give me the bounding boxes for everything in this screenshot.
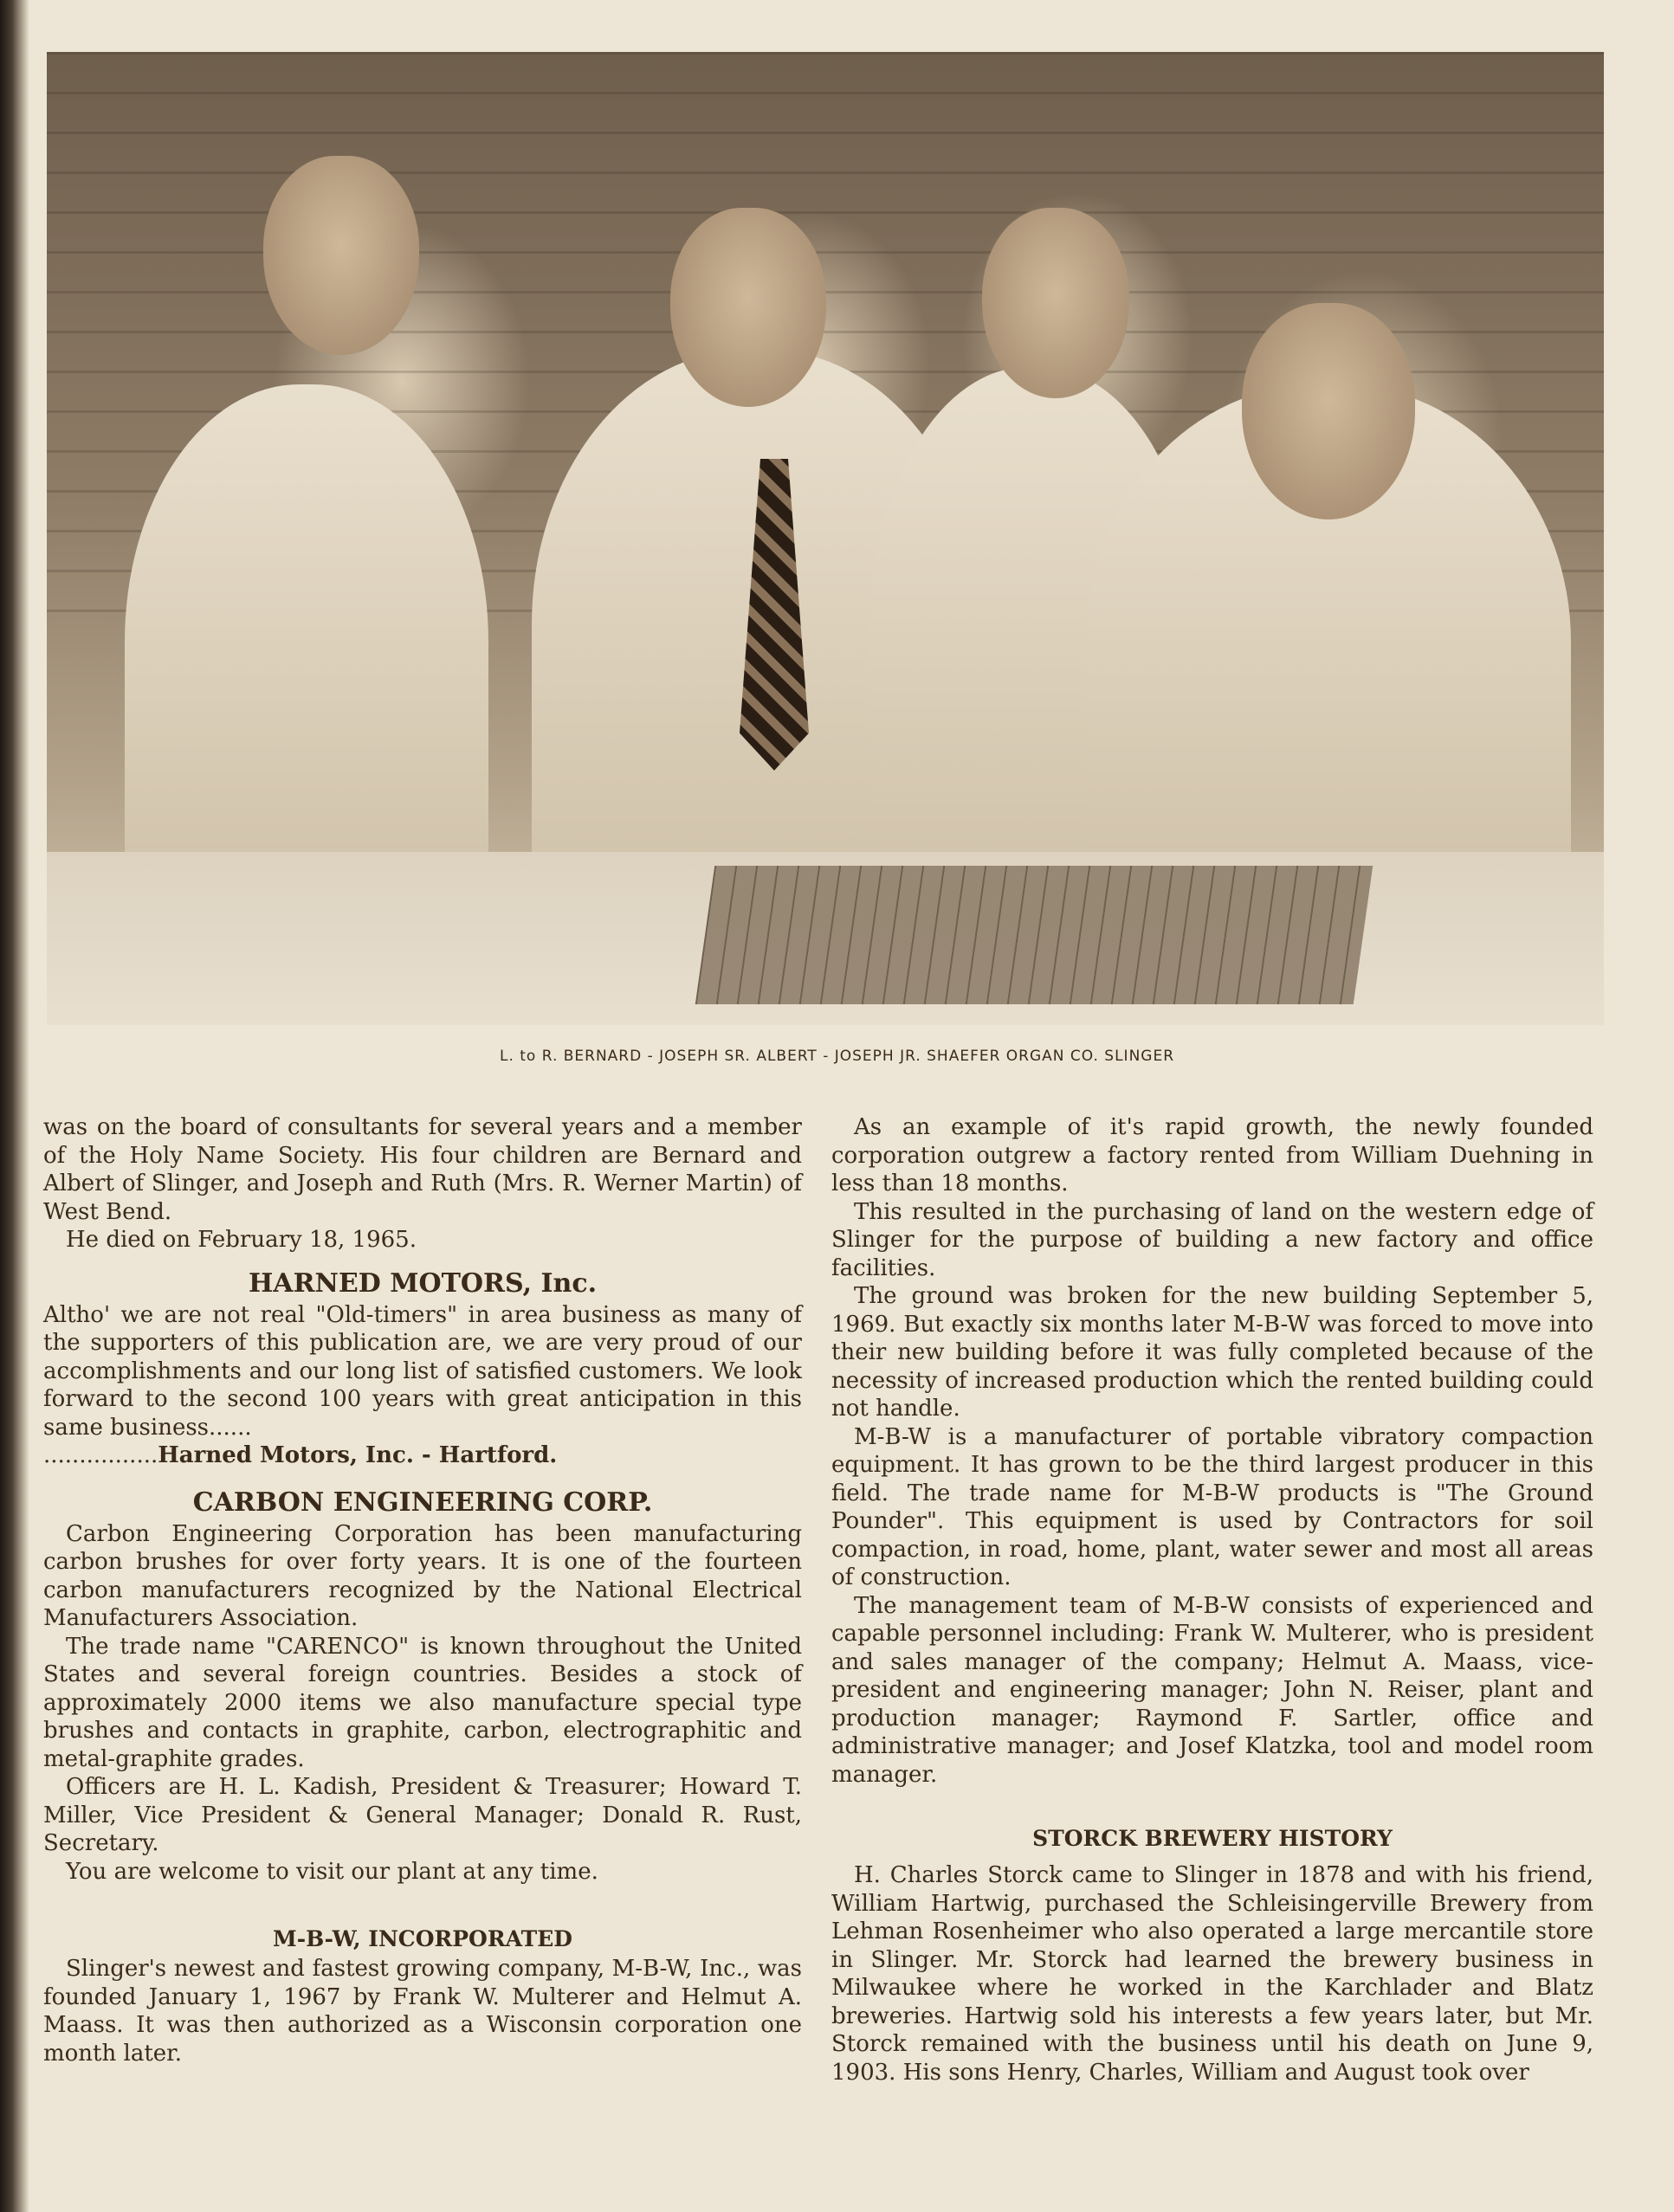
carbon-paragraph: Officers are H. L. Kadish, President & Treasurer; Howard T. Miller, Vice President & General Manager; Donald R. Rust, Secretary.	[43, 1774, 802, 1856]
mbw-management-paragraph: The management team of M-B-W consists of experienced and capable personnel including: Frank W. Multerer, who is president and sales manager of the company; Helmut A. Maass, vice-president and engineering manager; John N. Reiser, plant and production manager; Raymond F. Sartler, office and administrative manager; and Josef Klatzka, tool and model room manager.	[831, 1592, 1593, 1788]
mbw-growth-paragraph: As an example of it's rapid growth, the newly founded corporation outgrew a factory rented from William Duehning in less than 18 months.	[831, 1114, 1593, 1196]
harned-heading: HARNED MOTORS, Inc.	[248, 1267, 598, 1299]
mbw-products-paragraph: M-B-W is a manufacturer of portable vibratory compaction equipment. It has grown to be the third largest producer in this field. The trade name for M-B-W products is "The Ground Pounder". This equipment is used by Contractors for soil compaction, in road, home, plant, water sewer and most all areas of construction.	[831, 1423, 1593, 1590]
carbon-paragraph: You are welcome to visit our plant at any time.	[66, 1858, 598, 1885]
carbon-paragraph: The trade name "CARENCO" is known throughout the United States and several foreign countries. Besides a stock of approximately 2000 items we also manufacture special type brushes and contacts in graphite, carbon, electrographitic and metal-graphite grades.	[43, 1633, 802, 1772]
photo-head-1	[263, 156, 419, 355]
photo-head-4	[1242, 303, 1415, 519]
left-column	[43, 1113, 802, 2067]
harned-paragraph: Altho' we are not real "Old-timers" in area business as many of the supporters of this publication are, we are very proud of our accomplishments and our long list of satisfied customers. We look forward to the second 100 years with great anticipation in this same business......	[43, 1301, 802, 1441]
mbw-land-paragraph: This resulted in the purchasing of land on the western edge of Slinger for the purpose of building a new factory and office facilities.	[831, 1198, 1593, 1281]
harned-signoff-dots: ................	[43, 1442, 158, 1468]
harned-signoff-line	[43, 1441, 802, 1470]
carbon-paragraph: Carbon Engineering Corporation has been manufacturing carbon brushes for over forty years. It is one of the fourteen carbon manufacturers recognized by the National Electrical Manufacturers Association.	[43, 1520, 802, 1631]
photo-head-3	[982, 208, 1129, 398]
storck-heading: STORCK BREWERY HISTORY	[1032, 1826, 1393, 1851]
photo-person-1	[125, 384, 488, 921]
intro-paragraph: was on the board of consultants for several years and a member of the Holy Name Society. His four children are Bernard and Albert of Slinger, and Joseph and Ruth (Mrs. R. Werner Martin) of West Bend.	[43, 1114, 802, 1225]
mbw-building-paragraph: The ground was broken for the new building September 5, 1969. But exactly six months later M-B-W was forced to move into their new building before it was fully completed because of the necessity of increased production which the rented building could not handle.	[831, 1283, 1593, 1422]
group-photo	[47, 52, 1604, 1025]
harned-signoff: Harned Motors, Inc. - Hartford.	[158, 1442, 558, 1468]
right-column	[831, 1113, 1593, 2086]
photo-blueprint	[695, 866, 1373, 1004]
intro-death-line: He died on February 18, 1965.	[66, 1227, 417, 1253]
photo-head-2	[670, 208, 826, 407]
mbw-heading: M-B-W, INCORPORATED	[273, 1926, 572, 1951]
storck-paragraph: H. Charles Storck came to Slinger in 1878 and with his friend, William Hartwig, purchased the Schleisingerville Brewery from Lehman Rosenheimer who also operated a large mercantile store in Slinger. Mr. Storck had learned the brewery business in Milwaukee where he worked in the Karchlader and Blatz breweries. Hartwig sold his interests a few years later, but Mr. Storck remained with the business until his death on June 9, 1903. His sons Henry, Charles, William and August took over	[831, 1862, 1593, 2086]
book-spine-shadow	[0, 0, 29, 2212]
carbon-heading: CARBON ENGINEERING CORP.	[192, 1486, 653, 1518]
mbw-paragraph: Slinger's newest and fastest growing company, M-B-W, Inc., was founded January 1, 1967 by Frank W. Multerer and Helmut A. Maass. It was then authorized as a Wisconsin corporation one month later.	[43, 1956, 802, 2067]
photo-caption: L. to R. BERNARD - JOSEPH SR. ALBERT - JOSEPH JR. SHAEFER ORGAN CO. SLINGER	[499, 1048, 1175, 1065]
